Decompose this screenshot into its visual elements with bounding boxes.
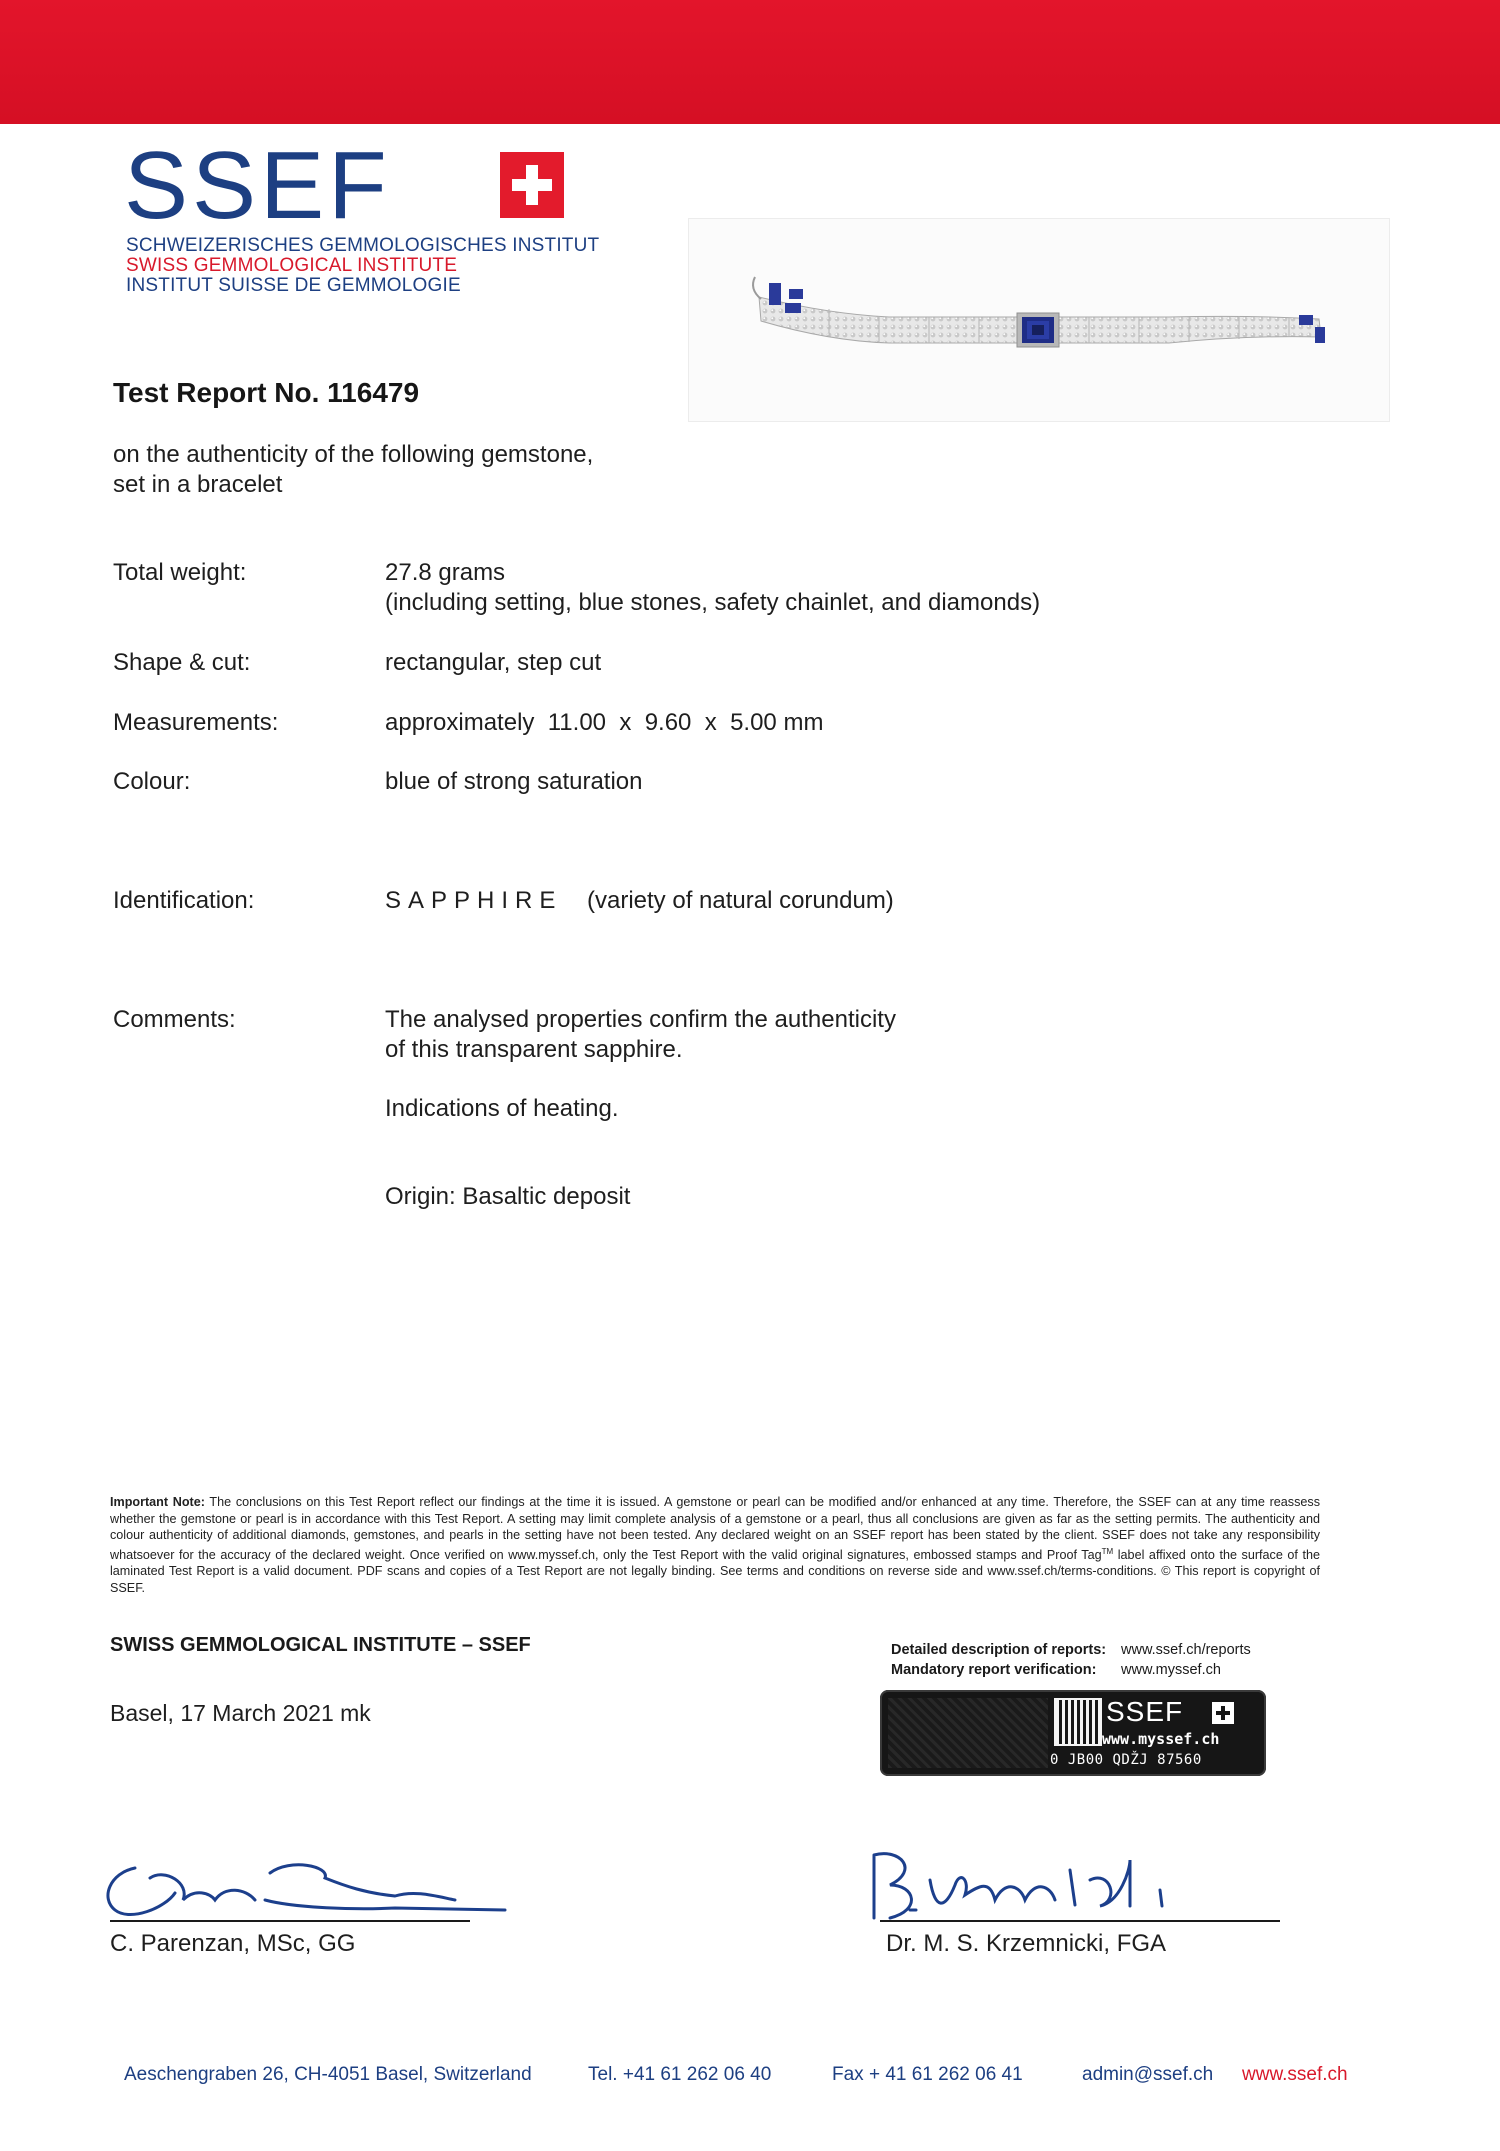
institute-name-german: SCHWEIZERISCHES GEMMOLOGISCHES INSTITUT xyxy=(126,235,600,256)
datamatrix-code-icon xyxy=(1054,1698,1102,1746)
report-intro-line-2: set in a bracelet xyxy=(113,471,283,498)
important-note-heading: Important Note: xyxy=(110,1495,205,1509)
comments-label: Comments: xyxy=(113,1006,236,1033)
bracelet-illustration xyxy=(689,219,1389,421)
measurements-value: approximately 11.00 x 9.60 x 5.00 mm xyxy=(385,709,824,736)
footer-website[interactable]: www.ssef.ch xyxy=(1242,2064,1348,2085)
signature-left xyxy=(95,1838,515,1928)
total-weight-label: Total weight: xyxy=(113,559,247,586)
ssef-logo-wordmark: SSEF xyxy=(124,132,391,239)
proof-tag-code: 0 JB00 QDŽJ 87560 xyxy=(1050,1752,1202,1768)
total-weight-note: (including setting, blue stones, safety chainlet, and diamonds) xyxy=(385,589,1041,616)
proof-tag-brand: SSEF xyxy=(1106,1696,1184,1727)
report-description-link[interactable]: www.ssef.ch/reports xyxy=(1121,1642,1251,1658)
report-verification-label: Mandatory report verification: xyxy=(891,1662,1097,1678)
report-verification-link[interactable]: www.myssef.ch xyxy=(1121,1662,1221,1678)
footer-contact xyxy=(0,2058,1500,2098)
security-texture xyxy=(888,1698,1048,1768)
institute-name-english: SWISS GEMMOLOGICAL INSTITUTE xyxy=(126,255,458,276)
comment-line-1: The analysed properties confirm the authenticity xyxy=(385,1006,896,1033)
bracelet-photo xyxy=(688,218,1390,422)
comment-line-2: of this transparent sapphire. xyxy=(385,1036,683,1063)
institute-name-french: INSTITUT SUISSE DE GEMMOLOGIE xyxy=(126,275,461,296)
colour-label: Colour: xyxy=(113,768,191,795)
proof-tag-cross-icon xyxy=(1212,1702,1234,1724)
signature-right xyxy=(860,1840,1230,1930)
issuing-institute: SWISS GEMMOLOGICAL INSTITUTE – SSEF xyxy=(110,1634,531,1656)
important-note-text-1: The conclusions on this Test Report reflect our findings at the time it is issued. A gemstone or pearl can be modified and/or enhanced at any time. Therefore, the SSEF can at any time reassess whether the gemstone or pearl is in accordance with this Test Report. A setting may limit complete analysis of a gemstone or a pearl, thus all conclusions are given as far as the setting permits. The authenticity and colour authenticity of additional diamonds, gemstones, and pearls in the setting have not been tested. Any declared weight on an SSEF report has been stated by the client. SSEF does not take any responsibility whatsoever for the accuracy of the declared weight. Once verified on www.myssef.ch, only the Test Report with the valid original signatures, embossed stamps and Proof Tag xyxy=(110,1495,1320,1562)
signature-line-left xyxy=(110,1920,470,1922)
signatory-left-name: C. Parenzan, MSc, GG xyxy=(110,1930,356,1957)
footer-address: Aeschengraben 26, CH-4051 Basel, Switzerland xyxy=(124,2064,532,2085)
proof-tag-url: www.myssef.ch xyxy=(1102,1730,1220,1748)
trademark-mark: TM xyxy=(1101,1546,1114,1556)
signature-line-right xyxy=(880,1920,1280,1922)
report-title: Test Report No. 116479 xyxy=(113,377,420,408)
shape-cut-label: Shape & cut: xyxy=(113,649,251,676)
proof-tag-label xyxy=(880,1690,1266,1776)
footer-telephone: Tel. +41 61 262 06 40 xyxy=(588,2064,772,2085)
shape-cut-value: rectangular, step cut xyxy=(385,649,602,676)
comment-origin: Origin: Basaltic deposit xyxy=(385,1183,631,1210)
comment-heating: Indications of heating. xyxy=(385,1095,619,1122)
place-and-date: Basel, 17 March 2021 mk xyxy=(110,1700,371,1726)
signatory-right-name: Dr. M. S. Krzemnicki, FGA xyxy=(886,1930,1167,1957)
identification-label: Identification: xyxy=(113,887,255,914)
total-weight-value: 27.8 grams xyxy=(385,559,506,586)
measurements-label: Measurements: xyxy=(113,709,279,736)
footer-email[interactable]: admin@ssef.ch xyxy=(1082,2064,1214,2085)
footer-fax: Fax + 41 61 262 06 41 xyxy=(832,2064,1023,2085)
colour-value: blue of strong saturation xyxy=(385,768,643,795)
red-header-band xyxy=(0,0,1500,124)
important-note-text-2: label affixed onto the surface of the laminated Test Report is a valid document. PDF scans and copies of a Test Report are not legally binding. See terms and conditions on reverse side and www.ssef.ch/terms-conditions. © This report is copyright of SSEF. xyxy=(110,1547,1320,1595)
report-description-label: Detailed description of reports: xyxy=(891,1642,1107,1658)
report-intro-line-1: on the authenticity of the following gemstone, xyxy=(113,441,594,468)
identification-note: (variety of natural corundum) xyxy=(587,887,894,914)
swiss-cross-icon xyxy=(500,152,564,218)
identification-value: SAPPHIRE xyxy=(385,887,563,914)
important-note xyxy=(110,1494,1320,1596)
